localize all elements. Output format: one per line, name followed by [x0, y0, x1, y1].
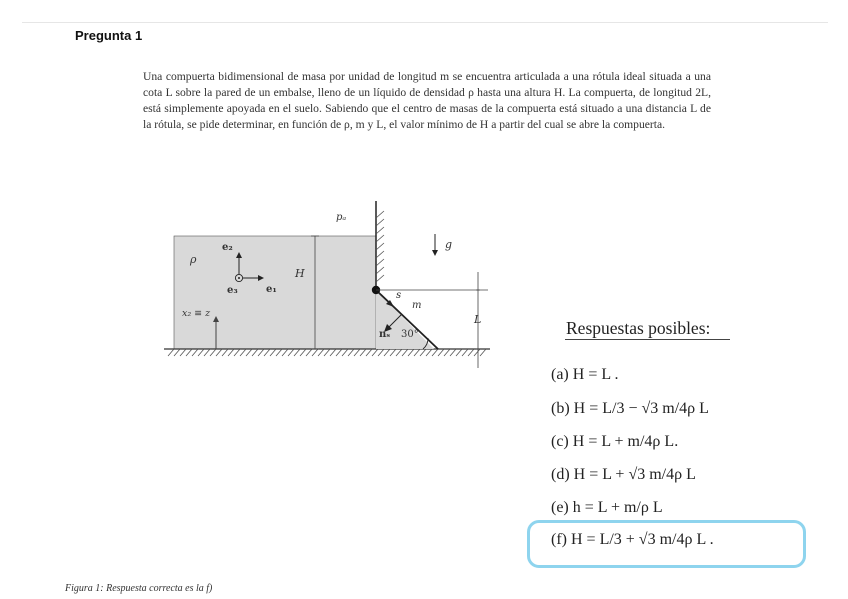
top-divider: [22, 22, 828, 23]
label-s: s: [396, 290, 402, 301]
label-L: L: [474, 313, 482, 326]
answer-c: (c) H = L + m/4ρ L.: [551, 433, 679, 450]
gate-diagram: [150, 196, 500, 371]
answers-title: Respuestas posibles:: [566, 318, 711, 338]
label-m: m: [412, 300, 422, 311]
label-e3: e₃: [227, 285, 238, 296]
answer-a: (a) H = L .: [551, 366, 619, 383]
answer-f: (f) H = L/3 + √3 m/4ρ L .: [551, 531, 714, 548]
answer-b: (b) H = L/3 − √3 m/4ρ L: [551, 400, 709, 417]
answers-title-underline: [565, 339, 730, 340]
label-g: g: [445, 238, 453, 251]
figure-caption: Figura 1: Respuesta correcta es la f): [65, 583, 213, 594]
label-rho: ρ: [190, 253, 197, 266]
label-ns: nₛ: [379, 329, 391, 340]
label-pa: pₐ: [336, 212, 347, 223]
label-angle: 30°: [401, 329, 419, 340]
question-heading: Pregunta 1: [75, 28, 143, 43]
answer-e: (e) h = L + m/ρ L: [551, 499, 663, 516]
problem-statement: Una compuerta bidimensional de masa por unidad de longitud m se encuentra articulada a una rótula ideal situada a una cota L sobre la pared de un embalse, lleno de un líquido de densidad ρ hasta una altura H. La compuerta, de longitud 2L, está simplemente apoyada en el suelo. Sabiendo que el centro de masas de la compuerta está situado a una distancia L de la rótula, se pide determinar, en función de ρ, m y L, el valor mínimo de H a partir del cual se abre la compuerta.: [143, 70, 711, 131]
answer-d: (d) H = L + √3 m/4ρ L: [551, 466, 696, 483]
label-H: H: [295, 267, 305, 280]
label-x2z: x₂ ≡ z: [182, 308, 211, 319]
correct-answer-highlight: [527, 520, 806, 568]
ground-hatching: [168, 349, 486, 356]
wall-hatching: [376, 211, 384, 282]
label-e1: e₁: [266, 284, 277, 295]
label-e2: e₂: [222, 242, 233, 253]
